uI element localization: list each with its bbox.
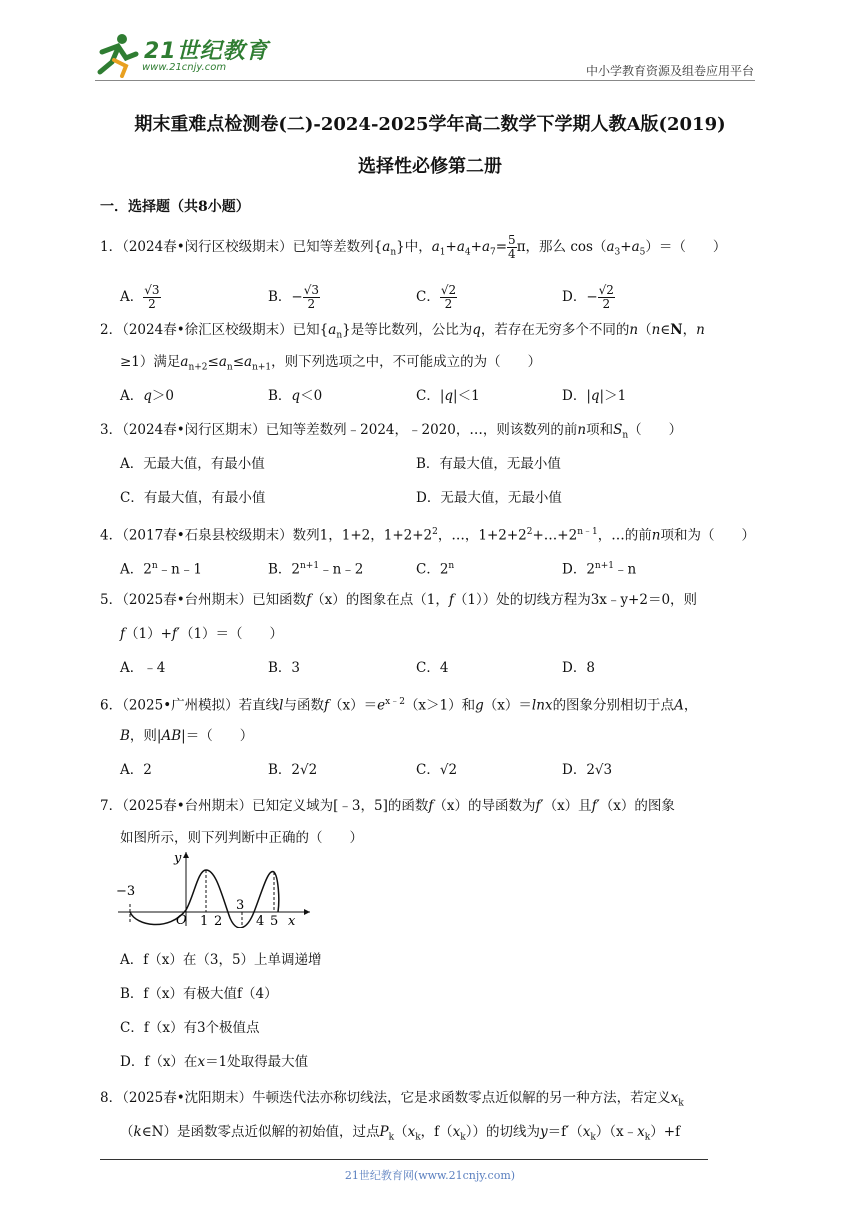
logo-domain: www.21cnjy.com — [142, 62, 227, 73]
q7-option-a[interactable]: A．f（x）在（3，5）上单调递增 — [120, 952, 322, 968]
q4-option-d[interactable]: D．$2^{n+1}﹣n$ — [562, 561, 637, 578]
question-6-cont: B，则|AB|＝（ ） — [120, 728, 254, 744]
question-5-cont: f（1）+f′（1）＝（ ） — [120, 626, 284, 642]
header-divider — [95, 80, 755, 81]
graph-label-one: 1 — [200, 914, 209, 928]
q2-option-d[interactable]: D．|q|＞1 — [562, 388, 627, 404]
q1-option-c[interactable]: C． $\frac{√2}{2}$ — [416, 283, 457, 311]
footer-divider — [100, 1159, 708, 1160]
header-slogan: 中小学教育资源及组卷应用平台 — [585, 64, 754, 78]
q6-option-c[interactable]: C．√2 — [416, 762, 458, 778]
logo-text: 21世纪教育 — [144, 39, 269, 64]
graph-label-o: O — [176, 913, 187, 928]
question-2: 2．（2024春•徐汇区校级期末）已知$\{a_n\}$是等比数列，公比为q，若存在无穷多个不同的n（n∈N，n — [100, 322, 705, 341]
logo — [92, 30, 269, 80]
q1-option-a[interactable]: A． $\frac{√3}{2}$ — [120, 283, 160, 311]
q3-option-a[interactable]: A．无最大值，有最小值 — [120, 456, 265, 472]
q2-option-b[interactable]: B．q＜0 — [268, 388, 323, 404]
q4-option-a[interactable]: A．2$^n$﹣n﹣1 — [120, 561, 202, 578]
section-heading: 一．选择题（共8小题） — [100, 199, 250, 215]
question-7: 7．（2025春•台州期末）已知定义域为[﹣3，5]的函数f（x）的导函数为f′（x）且f′（x）的图象 — [100, 798, 675, 814]
graph-label-five: 5 — [270, 914, 279, 928]
graph-label-x: x — [288, 914, 296, 928]
q2-option-c[interactable]: C．|q|＜1 — [416, 388, 480, 404]
q5-option-a[interactable]: A．﹣4 — [120, 660, 166, 676]
q4-option-b[interactable]: B．$2^{n+1}﹣n﹣2$ — [268, 561, 364, 578]
q6-option-a[interactable]: A．2 — [120, 762, 152, 778]
question-7-cont: 如图所示，则下列判断中正确的（ ） — [120, 830, 363, 846]
question-1: 1．（2024春•闵行区校级期末）已知等差数列$\{a_n\}$中，$a_1+a_4+a_7=$ $\frac{5}{4}$ π，那么 $\cos(a_3+a_5)=$（ ） — [100, 233, 727, 261]
question-5: 5．（2025春•台州期末）已知函数f（x）的图象在点（1，f（1））处的切线方程为3x﹣y+2＝0，则 — [100, 592, 698, 608]
graph-label-y: y — [174, 851, 182, 866]
q3-option-c[interactable]: C．有最大值，有最小值 — [120, 490, 266, 506]
q7-option-b[interactable]: B．f（x）有极大值f（4） — [120, 986, 278, 1002]
runner-logo-icon — [92, 32, 140, 78]
graph-label-two: 2 — [214, 914, 223, 928]
q1-option-b[interactable]: B．− $\frac{√3}{2}$ — [268, 283, 320, 311]
question-6: 6．（2025•广州模拟）若直线l与函数$f(x)=e^{x﹣2}(x>1)$和g（x）＝lnx的图象分别相切于点A， — [100, 697, 698, 714]
q5-option-b[interactable]: B．3 — [268, 660, 301, 676]
q5-option-d[interactable]: D．8 — [562, 660, 595, 676]
question-3: 3．（2024春•闵行区期末）已知等差数列﹣2024，﹣2020，…，则该数列的前n项和$S_n$（ ） — [100, 422, 683, 441]
q7-option-c[interactable]: C．f（x）有3个极值点 — [120, 1020, 260, 1036]
y-axis-arrow — [183, 852, 189, 858]
q2-option-a[interactable]: A．q＞0 — [120, 388, 174, 404]
q6-option-d[interactable]: D．2√3 — [562, 762, 613, 778]
graph-label-three: 3 — [236, 898, 245, 913]
question-4: 4．（2017春•石泉县校级期末）数列1，1+2，$1+2+2^2$，…，$1+2+2^2+\dots+2^{n﹣1}$，…的前n项和为（ ） — [100, 527, 755, 544]
footer-link[interactable]: 21世纪教育网(www.21cnjy.com) — [344, 1169, 516, 1182]
question-8: 8．（2025春•沈阳期末）牛顿迭代法亦称切线法，它是求函数零点近似解的另一种方法，若定义$x_k$ — [100, 1090, 684, 1109]
question-2-cont: ≥1）满足$a_{n+2}\le a_n\le a_{n+1}$，则下列选项之中，不可能成立的为（ ） — [120, 354, 542, 373]
q7-option-d[interactable]: D．f（x）在x＝1处取得最大值 — [120, 1054, 309, 1070]
derivative-graph — [114, 848, 314, 928]
page-title: 期末重难点检测卷(二)-2024-2025学年高二数学下学期人教A版(2019) — [134, 114, 726, 135]
q6-option-b[interactable]: B．2√2 — [268, 762, 318, 778]
q3-option-b[interactable]: B．有最大值，无最小值 — [416, 456, 561, 472]
question-8-cont: （k∈N）是函数零点近似解的初始值，过点$P_k(x_k$，$f(x_k)$）的切线为$y=f'(x_k)(x﹣x_k)+f$ — [120, 1124, 681, 1143]
q3-option-d[interactable]: D．无最大值，无最小值 — [416, 490, 562, 506]
x-axis-arrow — [304, 909, 310, 915]
page-subtitle: 选择性必修第二册 — [358, 156, 502, 177]
q1-option-d[interactable]: D．− $\frac{√2}{2}$ — [562, 283, 614, 311]
graph-label-four: 4 — [256, 914, 265, 928]
graph-label-neg3: −3 — [116, 884, 136, 899]
q5-option-c[interactable]: C．4 — [416, 660, 449, 676]
q4-option-c[interactable]: C．2$^n$ — [416, 561, 455, 578]
